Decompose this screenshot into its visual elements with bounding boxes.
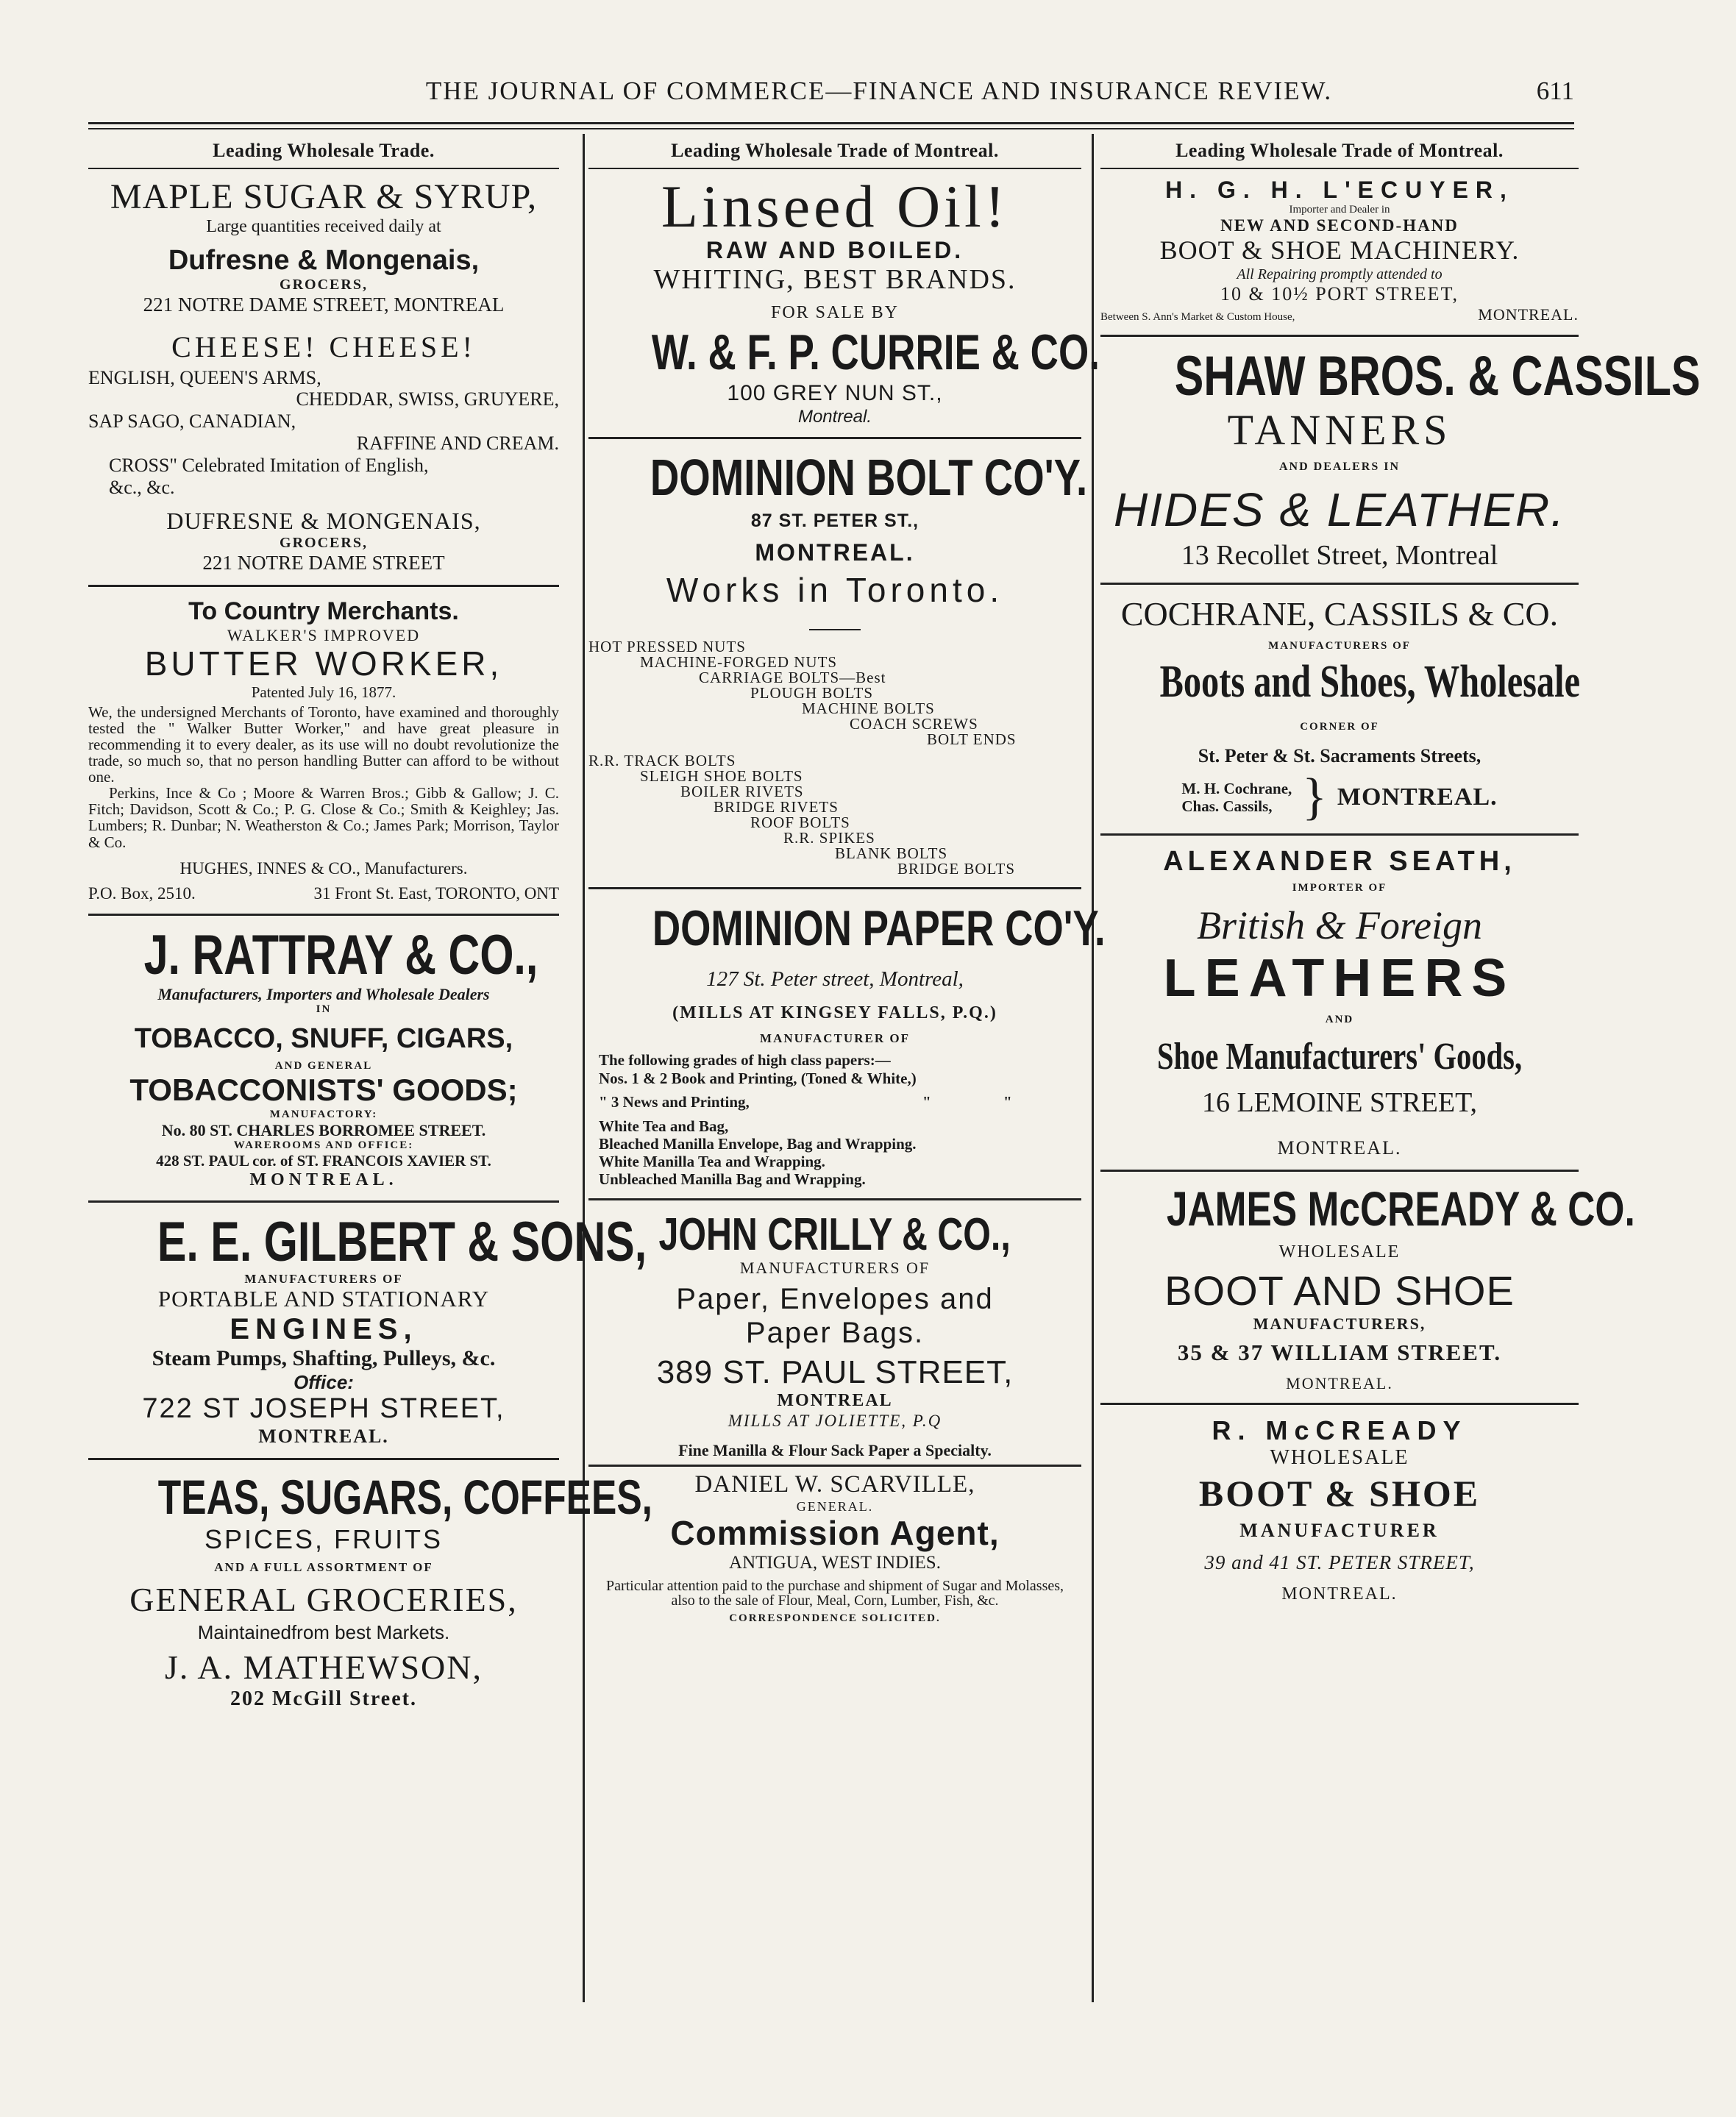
ad-dominion-paper (588, 900, 1106, 1189)
header-rule (88, 122, 1574, 124)
ad-text: MANUFACTURER (1239, 1519, 1440, 1541)
ad-product: RAW AND BOILED. (705, 237, 964, 263)
ad-address: 39 and 41 ST. PETER STREET, (1204, 1551, 1475, 1574)
ad-text: Patented July 16, 1877. (251, 683, 396, 701)
list-item: PLOUGH BOLTS (750, 683, 873, 702)
list-item: SLEIGH SHOE BOLTS (640, 766, 803, 785)
ad-city: MONTREAL. (1337, 783, 1498, 811)
ad-product: NEW AND SECOND-HAND (1220, 216, 1459, 235)
ad-text: P.O. Box, 2510. (88, 883, 196, 903)
divider (1100, 833, 1579, 836)
ad-body: Perkins, Ince & Co ; Moore & Warren Bros.; Gibb & Gallow; J. C. Fitch; Davidson, Scott & Co.; P. G. Close & Co.; Smith & Keighley; Jas. Lumbers; R. Dunbar; N. Weatherston & Co.; James Park; Morrison, Taylor & Co. (88, 784, 559, 851)
ad-text: MANUFACTORY: (269, 1108, 378, 1120)
divider (1100, 335, 1579, 337)
divider (1100, 1170, 1579, 1172)
ad-city: MONTREAL (777, 1391, 893, 1411)
ad-text: Chas. Cassils, (1181, 797, 1273, 815)
ad-maple-sugar (88, 177, 559, 574)
ad-text: " (922, 1092, 931, 1111)
ad-city: MONTREAL. (1277, 1136, 1402, 1159)
ad-headline: Commission Agent, (670, 1514, 1000, 1553)
list-item: CARRIAGE BOLTS—Best (699, 668, 886, 686)
column-heading: Leading Wholesale Trade of Montreal. (1175, 140, 1504, 161)
list-item: BRIDGE BOLTS (897, 859, 1015, 878)
ad-text: Maintainedfrom best Markets. (197, 1621, 450, 1644)
ad-product: Paper Bags. (745, 1316, 925, 1349)
ad-text: Unbleached Manilla Bag and Wrapping. (599, 1170, 866, 1189)
ad-rattray (88, 923, 559, 1190)
ad-james-mccready (1100, 1181, 1635, 1393)
ad-text: &c., &c. (109, 476, 175, 498)
journal-title: THE JOURNAL OF COMMERCE—FINANCE AND INSURANCE REVIEW. (425, 77, 1333, 105)
list-item: BLANK BOLTS (835, 844, 948, 862)
list-item: BOILER RIVETS (680, 782, 804, 800)
list-item: R.R. SPIKES (783, 828, 875, 847)
ad-product: TOBACCONISTS' GOODS; (129, 1072, 518, 1108)
ad-product: Steam Pumps, Shafting, Pulleys, &c. (152, 1346, 496, 1371)
ad-text: Manufacturers, Importers and Wholesale Dealers (157, 984, 490, 1003)
ad-text: CORNER OF (1300, 720, 1379, 733)
ad-text: MILLS AT JOLIETTE, P.Q (728, 1411, 942, 1430)
ad-text: GROCERS, (280, 534, 368, 551)
ad-text: Bleached Manilla Envelope, Bag and Wrapping. (599, 1134, 917, 1153)
ad-shaw-bros (1100, 344, 1701, 572)
ad-r-mccready (1100, 1415, 1579, 1605)
ad-headline: JOHN CRILLY & CO., (658, 1209, 1011, 1261)
ad-currie (588, 173, 1100, 427)
ad-crilly (588, 1211, 1081, 1459)
ad-firm: DANIEL W. SCARVILLE, (694, 1470, 975, 1498)
divider (588, 168, 1081, 169)
ad-address: No. 80 ST. CHARLES BORROMEE STREET. (161, 1120, 486, 1139)
ad-city: MONTREAL. (258, 1426, 389, 1448)
ad-text: AND GENERAL (274, 1060, 373, 1072)
divider (588, 437, 1081, 439)
ad-text: Large quantities received daily at (206, 217, 441, 237)
column-heading: Leading Wholesale Trade. (213, 140, 435, 161)
ad-address: 428 ST. PAUL cor. of ST. FRANCOIS XAVIER ST. (156, 1152, 491, 1170)
list-item: COACH SCREWS (850, 714, 978, 733)
ad-text: SAP SAGO, CANADIAN, (88, 410, 296, 433)
list-item: BOLT ENDS (927, 730, 1017, 748)
ad-address: 127 St. Peter street, Montreal, (706, 967, 964, 991)
ad-text: Office: (294, 1370, 354, 1393)
ad-product: ENGINES, (230, 1313, 418, 1346)
ad-body: We, the undersigned Merchants of Toronto, have examined and thoroughly tested the " Walker Butter Worker," and have great pleasure in recommending it to every dealer, as its use will no doubt revolutionize the trade, so much so, that no person handling Butter can afford to be without one. (88, 703, 559, 786)
divider (88, 914, 559, 916)
ad-body: Particular attention paid to the purchase and shipment of Sugar and Molasses, also to the sale of Flour, Meal, Corn, Lumber, Fish, &c. (605, 1577, 1064, 1609)
ad-text: " 3 News and Printing, (599, 1092, 750, 1111)
divider (1100, 168, 1579, 169)
ad-cochrane (1100, 595, 1579, 823)
ad-product: PORTABLE AND STATIONARY (157, 1286, 490, 1312)
page-header (88, 77, 1574, 118)
ad-text: Works in Toronto. (666, 570, 1004, 609)
ad-address: ANTIGUA, WEST INDIES. (729, 1553, 941, 1573)
ad-product: BUTTER WORKER, (144, 644, 503, 683)
ad-city: MONTREAL. (1281, 1584, 1398, 1604)
ad-firm: Dufresne & Mongenais, (168, 244, 480, 276)
ad-text: IN (316, 1003, 332, 1016)
ad-headline: J. RATTRAY & CO., (143, 923, 538, 986)
divider (88, 1200, 559, 1203)
ad-text: MANUFACTURER OF (760, 1031, 910, 1045)
ad-text: WALKER'S IMPROVED (227, 625, 421, 644)
ad-text: WHOLESALE (1278, 1242, 1401, 1262)
ad-text: Fine Manilla & Flour Sack Paper a Specialty. (678, 1441, 992, 1460)
ad-product: BOOT & SHOE (1198, 1473, 1481, 1515)
ad-address: 221 NOTRE DAME STREET, MONTREAL (143, 293, 505, 316)
brace-glyph: } (1302, 768, 1327, 825)
ad-headline: TEAS, SUGARS, COFFEES, (157, 1470, 652, 1525)
divider (588, 1465, 1081, 1467)
ad-text: The following grades of high class papers:— (599, 1051, 891, 1070)
ad-address: 31 Front St. East, TORONTO, ONT (313, 883, 559, 903)
ad-product: TANNERS (1227, 405, 1452, 454)
ad-text: " (1003, 1092, 1012, 1111)
divider (588, 1198, 1081, 1200)
ad-product: British & Foreign (1197, 903, 1482, 947)
column-divider (583, 134, 585, 2002)
ad-firm: DUFRESNE & MONGENAIS, (166, 507, 481, 534)
ad-city: MONTREAL. (755, 539, 915, 566)
ad-city: Montreal. (797, 406, 872, 427)
list-item: ROOF BOLTS (750, 813, 850, 831)
ad-firm: R. McCREADY (1212, 1415, 1468, 1446)
ad-headline: DOMINION BOLT CO'Y. (650, 449, 1088, 507)
divider (88, 585, 559, 587)
ad-text: FOR SALE BY (770, 303, 900, 323)
list-item: BRIDGE RIVETS (714, 797, 839, 816)
ad-product: WHITING, BEST BRANDS. (653, 263, 1017, 295)
ad-firm: HUGHES, INNES & CO., Manufacturers. (179, 858, 468, 878)
ad-scarville (588, 1471, 1081, 1626)
ad-firm: J. A. MATHEWSON, (165, 1648, 483, 1687)
ad-firm: H. G. H. L'ECUYER, (1165, 177, 1514, 203)
header-rule-thin (88, 128, 1574, 129)
bolt-list (588, 639, 1081, 877)
list-item: MACHINE BOLTS (802, 699, 935, 717)
ad-text: CHEDDAR, SWISS, GRUYERE, (296, 388, 559, 410)
ad-text: IMPORTER OF (1292, 882, 1387, 894)
ad-product: Paper, Envelopes and (676, 1282, 994, 1315)
ad-text: RAFFINE AND CREAM. (356, 433, 559, 455)
ornament-rule (809, 629, 861, 630)
column-heading: Leading Wholesale Trade of Montreal. (671, 140, 999, 161)
page-number: 611 (1536, 77, 1574, 105)
list-item: MACHINE-FORGED NUTS (640, 652, 838, 671)
ad-text: GROCERS, (280, 277, 368, 293)
ad-text: Between S. Ann's Market & Custom House, (1100, 310, 1295, 323)
divider (1100, 583, 1579, 585)
ad-firm: ALEXANDER SEATH, (1163, 845, 1516, 877)
ad-address: 389 ST. PAUL STREET, (656, 1353, 1014, 1390)
ad-city: MONTREAL. (1286, 1374, 1393, 1393)
ad-text: AND DEALERS IN (1278, 460, 1401, 474)
ad-gilbert (88, 1211, 647, 1448)
ad-lecuyer (1100, 177, 1579, 324)
ad-text: M. H. Cochrane, (1181, 779, 1292, 797)
ad-address: 35 & 37 WILLIAM STREET. (1177, 1339, 1502, 1365)
ad-address: 16 LEMOINE STREET, (1202, 1087, 1477, 1119)
column-1 (88, 137, 652, 1711)
ad-text: Nos. 1 & 2 Book and Printing, (Toned & White,) (599, 1069, 917, 1087)
ad-headline: DOMINION PAPER CO'Y. (652, 900, 1106, 956)
ad-text: White Tea and Bag, (599, 1117, 729, 1135)
ad-product: TOBACCO, SNUFF, CIGARS, (134, 1023, 513, 1055)
divider (88, 168, 559, 169)
ad-address: 722 ST JOSEPH STREET, (142, 1393, 505, 1425)
ad-product: Shoe Manufacturers' Goods, (1156, 1035, 1523, 1078)
ad-city: MONTREAL. (1478, 305, 1579, 324)
ad-product: LEATHERS (1163, 948, 1516, 1008)
ad-product: Boots and Shoes, Wholesale (1159, 657, 1581, 708)
ad-text: (MILLS AT KINGSEY FALLS, P.Q.) (672, 1003, 997, 1023)
ad-butter-worker (88, 597, 559, 903)
ad-product: BOOT & SHOE MACHINERY. (1159, 235, 1520, 266)
ad-headline: MAPLE SUGAR & SYRUP, (110, 177, 538, 216)
ad-text: MANUFACTURERS OF (1268, 639, 1411, 652)
ad-text: WAREROOMS AND OFFICE: (233, 1139, 414, 1152)
ad-address: 13 Recollet Street, Montreal (1181, 540, 1498, 572)
ad-text: MANUFACTURERS, (1253, 1314, 1426, 1334)
ad-headline: COCHRANE, CASSILS & CO. (1120, 594, 1559, 633)
ad-city: MONTREAL. (249, 1170, 398, 1189)
divider (88, 1458, 559, 1460)
ad-text: CORRESPONDENCE SOLICITED. (729, 1612, 941, 1624)
ad-text: MANUFACTURERS OF (244, 1271, 403, 1286)
list-item: HOT PRESSED NUTS (588, 637, 746, 655)
ad-text: AND A FULL ASSORTMENT OF (214, 1560, 433, 1575)
ad-headline: E. E. GILBERT & SONS, (157, 1211, 647, 1274)
ad-address: St. Peter & St. Sacraments Streets, (1198, 744, 1481, 766)
column-2 (588, 137, 1106, 1625)
ad-text: ENGLISH, QUEEN'S ARMS, (88, 366, 321, 388)
ad-product: GENERAL GROCERIES, (129, 1580, 518, 1618)
ad-dominion-bolt (588, 449, 1088, 878)
ad-text: AND (1325, 1013, 1354, 1025)
ad-firm: W. & F. P. CURRIE & CO. (651, 324, 1100, 381)
ad-headline: Linseed Oil! (661, 173, 1009, 240)
ad-address: 221 NOTRE DAME STREET (202, 551, 445, 574)
ad-text: White Manilla Tea and Wrapping. (599, 1152, 825, 1170)
ad-seath (1100, 846, 1579, 1159)
ad-product: SPICES, FRUITS (204, 1523, 444, 1554)
ad-address: 202 McGill Street. (230, 1687, 417, 1711)
ad-text: WHOLESALE (1270, 1445, 1409, 1469)
ad-address: 100 GREY NUN ST., (727, 381, 943, 406)
ad-mathewson (88, 1470, 652, 1711)
ad-address: 87 ST. PETER ST., (750, 510, 919, 532)
ad-text: All Repairing promptly attended to (1237, 266, 1442, 282)
ad-product: BOOT AND SHOE (1164, 1267, 1515, 1314)
ad-address: 10 & 10½ PORT STREET, (1220, 282, 1459, 305)
ad-headline: CHEESE! CHEESE! (171, 330, 476, 363)
ad-text: CROSS" Celebrated Imitation of English, (109, 455, 429, 477)
column-divider (1092, 134, 1094, 2002)
ad-headline: SHAW BROS. & CASSILS (1174, 344, 1701, 408)
ad-text: Importer and Dealer in (1289, 203, 1390, 216)
ad-headline: JAMES McCREADY & CO. (1166, 1181, 1635, 1236)
divider (1100, 1403, 1579, 1405)
ad-product: HIDES & LEATHER. (1113, 483, 1566, 536)
ad-headline: To Country Merchants. (188, 597, 459, 625)
divider (588, 887, 1081, 889)
list-item: R.R. TRACK BOLTS (588, 751, 736, 769)
ad-text: GENERAL. (796, 1498, 874, 1514)
column-3 (1100, 137, 1701, 1605)
ad-text: MANUFACTURERS OF (739, 1259, 931, 1278)
